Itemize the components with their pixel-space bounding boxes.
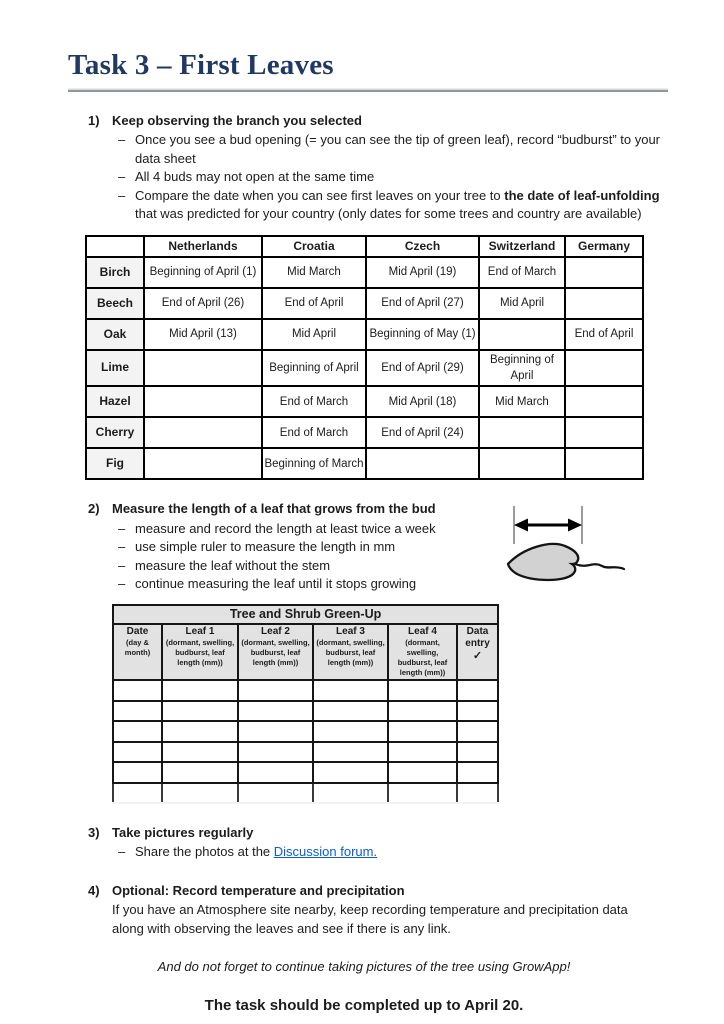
date-cell: Beginning of April xyxy=(262,350,366,387)
country-column-header: Switzerland xyxy=(479,236,565,257)
greenup-column-subtext: (dormant, swelling, budburst, leaf length (mm)) xyxy=(397,638,448,677)
bullet-item xyxy=(118,843,668,861)
date-cell: End of March xyxy=(262,417,366,448)
greenup-column-label: Date xyxy=(126,626,149,638)
greenup-empty-row xyxy=(113,721,498,741)
section-number: 2) xyxy=(88,501,100,517)
leaf-shape xyxy=(508,544,578,580)
date-cell xyxy=(565,350,643,387)
country-column-header: Germany xyxy=(565,236,643,257)
greenup-column-header xyxy=(457,624,498,680)
greenup-table-title: Tree and Shrub Green-Up xyxy=(113,605,498,625)
date-cell: End of March xyxy=(479,257,565,288)
greenup-empty-cell xyxy=(113,762,162,782)
bullet-dash: – xyxy=(118,539,126,555)
dates-table-head xyxy=(86,236,643,257)
bullet-text xyxy=(135,131,660,168)
greenup-empty-cell xyxy=(388,742,457,762)
bullet-text xyxy=(135,520,436,538)
greenup-empty-cell xyxy=(238,701,313,721)
greenup-empty-cell xyxy=(238,680,313,700)
greenup-empty-cell xyxy=(457,701,498,721)
section-heading-row xyxy=(88,112,668,130)
tree-name-cell: Oak xyxy=(86,319,144,350)
greenup-column-subtext: (dormant, swelling, budburst, leaf length (mm)) xyxy=(165,638,235,667)
text-segment: Share the photos at the xyxy=(135,844,274,860)
section-take-pictures xyxy=(0,824,724,862)
greenup-column-header xyxy=(388,624,457,680)
date-cell xyxy=(144,417,262,448)
date-cell: Beginning of April xyxy=(479,350,565,387)
greenup-empty-cell xyxy=(457,680,498,700)
dates-table-row xyxy=(86,386,643,417)
discussion-forum-link[interactable]: Discussion forum. xyxy=(273,844,378,860)
section-measure-leaf xyxy=(0,500,724,593)
text-segment: Compare the date when you can see first leaves on your tree to xyxy=(135,187,505,203)
greenup-partial-cell xyxy=(313,783,388,803)
greenup-empty-cell xyxy=(238,721,313,741)
bullet-text xyxy=(135,843,377,861)
section-optional-temperature xyxy=(0,882,724,938)
greenup-column-header xyxy=(113,624,162,680)
date-cell: End of March xyxy=(262,386,366,417)
date-cell xyxy=(565,257,643,288)
section-heading-row xyxy=(88,882,668,900)
greenup-partial-cell xyxy=(238,783,313,803)
date-cell: Mid March xyxy=(262,257,366,288)
greenup-empty-row xyxy=(113,742,498,762)
greenup-table xyxy=(112,604,499,804)
bullet-text xyxy=(135,168,374,186)
bullet-text xyxy=(135,557,330,575)
greenup-column-subtext: (day & month) xyxy=(124,638,151,658)
section-heading: Measure the length of a leaf that grows from the bud xyxy=(112,501,436,517)
date-cell xyxy=(479,417,565,448)
greenup-empty-cell xyxy=(162,721,238,741)
section-heading: Optional: Record temperature and precipitation xyxy=(112,882,405,898)
leaf-measurement-diagram xyxy=(505,506,627,586)
greenup-empty-cell xyxy=(313,762,388,782)
date-cell: End of April (24) xyxy=(366,417,479,448)
greenup-partial-cell xyxy=(388,783,457,803)
tree-name-cell: Hazel xyxy=(86,386,144,417)
greenup-empty-cell xyxy=(162,742,238,762)
date-cell: Mid April (18) xyxy=(366,386,479,417)
date-cell: Mid April (13) xyxy=(144,319,262,350)
date-cell xyxy=(366,448,479,479)
page-title: Task 3 – First Leaves xyxy=(68,49,334,81)
greenup-partial-cell xyxy=(113,783,162,803)
bullet-dash: – xyxy=(118,576,126,592)
greenup-empty-cell xyxy=(457,762,498,782)
greenup-column-header xyxy=(162,624,238,680)
dates-table-row xyxy=(86,417,643,448)
dates-header-row xyxy=(86,236,643,257)
bold-phrase: the date of leaf-unfolding xyxy=(504,187,660,203)
greenup-empty-cell xyxy=(313,680,388,700)
dates-table-row xyxy=(86,288,643,319)
section-paragraph: If you have an Atmosphere site nearby, keep recording temperature and precipitation data along with observing the leaves and see if there is any link. xyxy=(112,902,628,936)
tree-name-cell: Lime xyxy=(86,350,144,387)
bullet-dash: – xyxy=(118,169,126,185)
greenup-empty-cell xyxy=(113,742,162,762)
greenup-column-label: Leaf 4 xyxy=(408,626,437,638)
date-cell: Mid April xyxy=(262,319,366,350)
bullet-dash: – xyxy=(118,187,126,203)
date-cell xyxy=(565,386,643,417)
text-segment: continue measuring the leaf until it stops growing xyxy=(135,576,417,592)
greenup-empty-cell xyxy=(457,742,498,762)
greenup-column-label: Data entry xyxy=(465,626,490,650)
greenup-empty-cell xyxy=(313,701,388,721)
bullet-item xyxy=(118,187,668,224)
text-segment: measure the leaf without the stem xyxy=(135,557,331,573)
section-number: 1) xyxy=(88,112,100,128)
date-cell xyxy=(144,386,262,417)
deadline-note: The task should be completed up to April 20. xyxy=(204,996,524,1014)
text-segment: All 4 buds may not open at the same time xyxy=(135,169,375,185)
section-number: 4) xyxy=(88,882,100,898)
date-cell xyxy=(144,448,262,479)
greenup-empty-cell xyxy=(238,762,313,782)
country-column-header: Netherlands xyxy=(144,236,262,257)
greenup-empty-cell xyxy=(313,721,388,741)
dates-table-body xyxy=(86,257,643,480)
date-cell xyxy=(565,288,643,319)
checkmark-icon: ✓ xyxy=(472,650,483,663)
tree-name-cell: Birch xyxy=(86,257,144,288)
section-keep-observing xyxy=(0,112,724,224)
section-heading: Keep observing the branch you selected xyxy=(112,112,362,128)
bullet-dash: – xyxy=(118,557,126,573)
text-segment: Once you see a bud opening (= you can see the tip of green leaf), record “budburst” to your data sheet xyxy=(135,132,661,166)
greenup-empty-cell xyxy=(388,762,457,782)
greenup-empty-cell xyxy=(162,701,238,721)
country-column-header: Croatia xyxy=(262,236,366,257)
tree-name-cell: Cherry xyxy=(86,417,144,448)
greenup-empty-cell xyxy=(388,701,457,721)
bullet-dash: – xyxy=(118,520,126,536)
greenup-empty-cell xyxy=(388,680,457,700)
dates-table-row xyxy=(86,257,643,288)
greenup-column-label: Leaf 1 xyxy=(185,626,215,638)
date-cell xyxy=(565,448,643,479)
greenup-empty-cell xyxy=(113,680,162,700)
arrowhead-left-icon xyxy=(514,519,528,532)
date-cell: End of April (29) xyxy=(366,350,479,387)
date-cell: Mid April (19) xyxy=(366,257,479,288)
greenup-empty-row xyxy=(113,762,498,782)
bullet-item xyxy=(118,131,668,168)
greenup-empty-row xyxy=(113,680,498,700)
date-cell: Beginning of May (1) xyxy=(366,319,479,350)
greenup-title-row xyxy=(113,605,498,625)
greenup-empty-cell xyxy=(388,721,457,741)
tree-name-cell: Beech xyxy=(86,288,144,319)
bullet-text xyxy=(135,575,416,593)
date-cell xyxy=(565,417,643,448)
greenup-partial-cell xyxy=(457,783,498,803)
greenup-column-header xyxy=(238,624,313,680)
greenup-empty-cell xyxy=(457,721,498,741)
date-cell: Beginning of March xyxy=(262,448,366,479)
greenup-empty-cell xyxy=(162,762,238,782)
bullet-dash: – xyxy=(118,132,126,148)
date-cell xyxy=(144,350,262,387)
greenup-column-label: Leaf 2 xyxy=(261,626,290,638)
greenup-partial-row xyxy=(113,783,498,803)
text-segment: that was predicted for your country (only dates for some trees and country are available) xyxy=(135,206,642,222)
date-cell: Mid March xyxy=(479,386,565,417)
greenup-empty-cell xyxy=(238,742,313,762)
section-number: 3) xyxy=(88,825,100,841)
title-rule xyxy=(68,90,668,92)
date-cell: End of April (26) xyxy=(144,288,262,319)
date-cell: End of April xyxy=(565,319,643,350)
arrowhead-right-icon xyxy=(568,519,582,532)
leaf-stem xyxy=(575,564,624,569)
bullet-text xyxy=(135,538,395,556)
greenup-column-label: Leaf 3 xyxy=(336,626,365,638)
date-cell xyxy=(479,319,565,350)
dates-table-row xyxy=(86,319,643,350)
bullet-item xyxy=(118,168,668,186)
date-cell xyxy=(479,448,565,479)
date-cell: Beginning of April (1) xyxy=(144,257,262,288)
greenup-column-subtext: (dormant, swelling, budburst, leaf length (mm)) xyxy=(241,638,310,667)
greenup-table-body xyxy=(113,605,498,803)
dates-table-row xyxy=(86,448,643,479)
country-column-header xyxy=(86,236,144,257)
section-heading-row xyxy=(88,824,668,842)
date-cell: Mid April xyxy=(479,288,565,319)
dates-table-row xyxy=(86,350,643,387)
greenup-empty-cell xyxy=(113,701,162,721)
section-heading: Take pictures regularly xyxy=(112,825,254,841)
bullet-text xyxy=(135,187,660,224)
bullet-dash: – xyxy=(118,844,126,860)
greenup-empty-cell xyxy=(113,721,162,741)
greenup-empty-cell xyxy=(313,742,388,762)
greenup-partial-cell xyxy=(162,783,238,803)
greenup-column-subtext: (dormant, swelling, budburst, leaf length (mm)) xyxy=(316,638,385,667)
text-segment: use simple ruler to measure the length in mm xyxy=(135,539,396,555)
greenup-empty-cell xyxy=(162,680,238,700)
tree-name-cell: Fig xyxy=(86,448,144,479)
text-segment: measure and record the length at least twice a week xyxy=(135,520,436,536)
date-cell: End of April (27) xyxy=(366,288,479,319)
greenup-header-row xyxy=(113,624,498,680)
leaf-unfolding-dates-table xyxy=(85,235,644,481)
country-column-header: Czech xyxy=(366,236,479,257)
greenup-column-header xyxy=(313,624,388,680)
growapp-note: And do not forget to continue taking pictures of the tree using GrowApp! xyxy=(157,959,571,975)
greenup-empty-row xyxy=(113,701,498,721)
date-cell: End of April xyxy=(262,288,366,319)
